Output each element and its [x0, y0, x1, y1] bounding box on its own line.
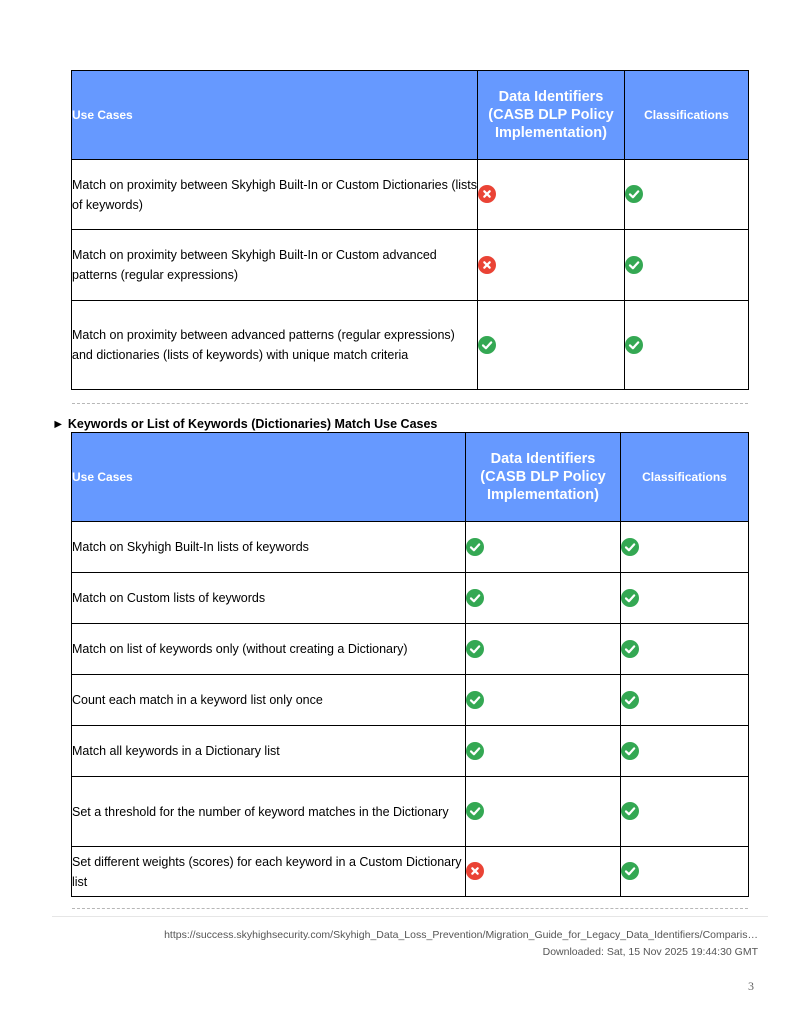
header-use-cases: Use Cases: [72, 433, 466, 522]
comparison-table-proximity: [71, 70, 749, 390]
comparison-table-keywords: [71, 432, 749, 897]
use-case-cell: Count each match in a keyword list only once: [72, 675, 466, 726]
data-identifiers-cell: [466, 624, 621, 675]
classifications-cell: [621, 726, 749, 777]
x-circle-icon: [478, 185, 496, 203]
check-circle-icon: [621, 742, 639, 760]
check-circle-icon: [478, 336, 496, 354]
data-identifiers-cell: [478, 160, 625, 230]
data-identifiers-cell: [466, 675, 621, 726]
check-circle-icon: [625, 336, 643, 354]
table-row: [72, 230, 749, 301]
check-circle-icon: [466, 742, 484, 760]
classifications-cell: [625, 230, 749, 301]
header-data-identifiers: Data Identifiers (CASB DLP Policy Implementation): [478, 71, 625, 160]
table-row: [72, 726, 749, 777]
table-header-row: [72, 71, 749, 160]
use-case-cell: Set a threshold for the number of keyword matches in the Dictionary: [72, 777, 466, 847]
check-circle-icon: [466, 802, 484, 820]
classifications-cell: [625, 301, 749, 390]
table-row: [72, 624, 749, 675]
check-circle-icon: [621, 589, 639, 607]
classifications-cell: [621, 675, 749, 726]
data-identifiers-cell: [466, 522, 621, 573]
data-identifiers-cell: [478, 230, 625, 301]
check-circle-icon: [621, 538, 639, 556]
table-row: [72, 847, 749, 897]
use-case-cell: Match on proximity between Skyhigh Built-In or Custom advanced patterns (regular expressions): [72, 230, 478, 301]
table-row: [72, 675, 749, 726]
check-circle-icon: [466, 691, 484, 709]
classifications-cell: [621, 777, 749, 847]
table-row: [72, 160, 749, 230]
table-row: [72, 777, 749, 847]
table-row: [72, 522, 749, 573]
use-case-cell: Match on proximity between advanced patterns (regular expressions) and dictionaries (lists of keywords) with unique match criteria: [72, 301, 478, 390]
classifications-cell: [621, 847, 749, 897]
check-circle-icon: [621, 802, 639, 820]
check-circle-icon: [621, 640, 639, 658]
data-identifiers-cell: [466, 726, 621, 777]
data-identifiers-cell: [466, 573, 621, 624]
table-row: [72, 301, 749, 390]
check-circle-icon: [466, 640, 484, 658]
use-case-cell: Match on list of keywords only (without creating a Dictionary): [72, 624, 466, 675]
check-circle-icon: [466, 538, 484, 556]
classifications-cell: [621, 624, 749, 675]
table-row: [72, 573, 749, 624]
check-circle-icon: [625, 256, 643, 274]
section-heading: ► Keywords or List of Keywords (Dictionaries) Match Use Cases: [52, 417, 438, 431]
check-circle-icon: [625, 185, 643, 203]
check-circle-icon: [621, 691, 639, 709]
check-circle-icon: [466, 589, 484, 607]
use-case-cell: Set different weights (scores) for each keyword in a Custom Dictionary list: [72, 847, 466, 897]
footer-url: https://success.skyhighsecurity.com/Skyhigh_Data_Loss_Prevention/Migration_Guide_for_Legacy_Data_Identifiers/Comparis…: [164, 929, 758, 941]
x-circle-icon: [466, 862, 484, 880]
use-case-cell: Match on Skyhigh Built-In lists of keywords: [72, 522, 466, 573]
footer-downloaded: Downloaded: Sat, 15 Nov 2025 19:44:30 GMT: [542, 946, 758, 958]
header-use-cases: Use Cases: [72, 71, 478, 160]
classifications-cell: [625, 160, 749, 230]
header-classifications: Classifications: [625, 71, 749, 160]
use-case-cell: Match all keywords in a Dictionary list: [72, 726, 466, 777]
use-case-cell: Match on proximity between Skyhigh Built-In or Custom Dictionaries (lists of keywords): [72, 160, 478, 230]
classifications-cell: [621, 573, 749, 624]
header-data-identifiers: Data Identifiers (CASB DLP Policy Implementation): [466, 433, 621, 522]
page-number: 3: [748, 979, 754, 993]
table-header-row: [72, 433, 749, 522]
x-circle-icon: [478, 256, 496, 274]
check-circle-icon: [621, 862, 639, 880]
header-classifications: Classifications: [621, 433, 749, 522]
data-identifiers-cell: [466, 847, 621, 897]
divider: [72, 908, 748, 909]
use-case-cell: Match on Custom lists of keywords: [72, 573, 466, 624]
classifications-cell: [621, 522, 749, 573]
data-identifiers-cell: [478, 301, 625, 390]
data-identifiers-cell: [466, 777, 621, 847]
divider: [72, 403, 748, 404]
footer-rule: [52, 916, 768, 917]
